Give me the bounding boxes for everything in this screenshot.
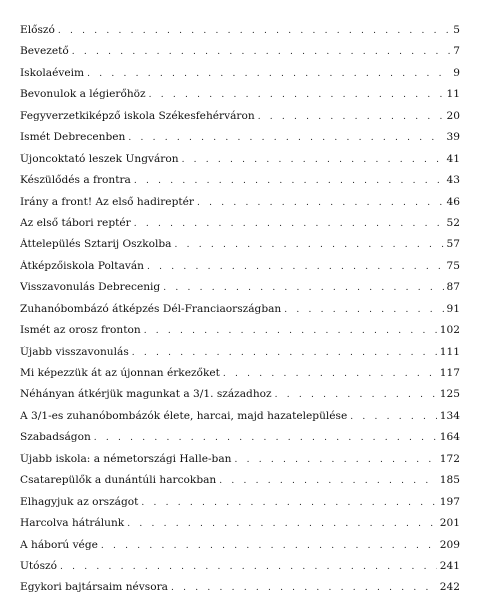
dot-leader	[147, 262, 444, 272]
toc-entry-page-number: 164	[439, 431, 460, 444]
dot-leader	[350, 412, 437, 422]
dot-leader	[58, 26, 450, 36]
toc-entry-title: Néhányan átkérjük magunkat a 3/1. századhoz	[20, 388, 272, 401]
toc-entry-title: Ismét Debrecenben	[20, 131, 126, 144]
toc-entry-page-number: 241	[439, 559, 460, 572]
toc-entry-page-number: 39	[446, 131, 460, 144]
dot-leader	[94, 433, 437, 443]
toc-entry	[20, 88, 460, 109]
dot-leader	[132, 348, 437, 358]
toc-entry-page-number: 43	[446, 174, 460, 187]
toc-entry-page-number: 87	[446, 281, 460, 294]
toc-entry-title: Újoncoktató leszek Ungváron	[20, 152, 179, 165]
toc-entry	[20, 581, 460, 602]
toc-entry-title: Irány a front! Az első hadireptér	[20, 195, 194, 208]
toc-entry-title: Egykori bajtársaim névsora	[20, 581, 168, 594]
dot-leader	[275, 390, 437, 400]
toc-entry-page-number: 242	[439, 581, 460, 594]
toc-entry-page-number: 5	[453, 24, 460, 36]
table-of-contents	[20, 24, 460, 603]
dot-leader	[149, 90, 444, 100]
toc-entry	[20, 517, 460, 538]
dot-leader	[171, 583, 437, 593]
toc-entry	[20, 174, 460, 195]
dot-leader	[144, 326, 437, 336]
dot-leader	[223, 369, 437, 379]
toc-entry-title: Csatarepülők a dunántúli harcokban	[20, 474, 217, 487]
dot-leader	[182, 155, 444, 165]
toc-entry-title: Harcolva hátrálunk	[20, 517, 125, 530]
dot-leader	[163, 283, 443, 293]
toc-entry-page-number: 117	[439, 367, 460, 379]
toc-entry	[20, 539, 460, 560]
dot-leader	[141, 498, 436, 508]
toc-entry-title: Szabadságon	[20, 431, 91, 444]
toc-entry-page-number: 102	[439, 324, 460, 337]
toc-entry-title: Bevonulok a légierőhöz	[20, 88, 146, 101]
dot-leader	[101, 541, 437, 551]
toc-entry-title: Visszavonulás Debrecenig	[20, 281, 161, 294]
toc-entry-page-number: 7	[453, 45, 460, 58]
toc-entry-title: Újabb visszavonulás	[20, 345, 129, 358]
dot-leader	[258, 112, 444, 122]
toc-entry-page-number: 91	[446, 302, 460, 315]
toc-entry-title: Mi képezzük át az újonnan érkezőket	[20, 367, 220, 379]
toc-entry	[20, 303, 460, 324]
toc-entry-page-number: 57	[446, 238, 460, 251]
toc-entry	[20, 431, 460, 452]
toc-entry-page-number: 172	[439, 452, 460, 465]
dot-leader	[128, 133, 443, 143]
toc-entry	[20, 153, 460, 174]
dot-leader	[134, 219, 444, 229]
toc-entry-title: Ismét az orosz fronton	[20, 324, 141, 337]
toc-entry-title: Iskolaéveim	[20, 66, 85, 79]
toc-entry-page-number: 41	[446, 152, 460, 165]
dot-leader	[87, 69, 450, 79]
toc-entry	[20, 560, 460, 581]
toc-entry	[20, 346, 460, 367]
toc-entry-title: Újabb iskola: a németországi Halle-ban	[20, 452, 232, 465]
toc-entry-title: Átképzőiskola Poltaván	[20, 259, 145, 272]
toc-entry-title: Zuhanóbombázó átképzés Dél-Franciaországban	[20, 302, 282, 315]
toc-entry-title: Fegyverzetkiképző iskola Székesfehérváron	[20, 109, 255, 122]
toc-entry-title: Előszó	[20, 24, 55, 36]
toc-entry-page-number: 209	[439, 538, 460, 551]
toc-entry	[20, 367, 460, 388]
dot-leader	[174, 240, 443, 250]
toc-entry	[20, 131, 460, 152]
toc-entry-page-number: 134	[439, 409, 460, 422]
dot-leader	[234, 455, 436, 465]
toc-entry	[20, 45, 460, 66]
toc-entry	[20, 474, 460, 495]
dot-leader	[219, 476, 437, 486]
toc-entry	[20, 453, 460, 474]
toc-entry-page-number: 20	[446, 109, 460, 122]
toc-entry	[20, 217, 460, 238]
toc-entry-title: A 3/1-es zuhanóbombázók élete, harcai, majd hazatelepülése	[20, 409, 348, 422]
toc-entry-title: Bevezető	[20, 45, 69, 58]
toc-entry-page-number: 52	[446, 216, 460, 229]
toc-entry	[20, 496, 460, 517]
toc-entry	[20, 67, 460, 88]
dot-leader	[127, 519, 437, 529]
dot-leader	[60, 562, 437, 572]
dot-leader	[134, 176, 444, 186]
toc-entry-page-number: 201	[439, 517, 460, 530]
toc-entry	[20, 281, 460, 302]
toc-entry	[20, 196, 460, 217]
toc-entry-title: Készülődés a frontra	[20, 174, 131, 187]
toc-entry	[20, 260, 460, 281]
toc-entry	[20, 238, 460, 259]
toc-entry-title: Utószó	[20, 559, 57, 572]
toc-entry-page-number: 197	[439, 495, 460, 508]
dot-leader	[197, 198, 444, 208]
toc-entry-page-number: 11	[446, 88, 460, 101]
toc-entry	[20, 388, 460, 409]
toc-entry-page-number: 125	[439, 388, 460, 401]
toc-entry	[20, 324, 460, 345]
toc-entry	[20, 410, 460, 431]
toc-entry-title: Az első tábori reptér	[20, 216, 131, 229]
toc-entry-page-number: 46	[446, 195, 460, 208]
dot-leader	[284, 305, 443, 315]
toc-entry-title: A háború vége	[20, 538, 98, 551]
toc-entry-title: Áttelepülés Sztarij Oszkolba	[20, 238, 172, 251]
toc-entry	[20, 24, 460, 45]
toc-entry-title: Elhagyjuk az országot	[20, 495, 139, 508]
toc-entry-page-number: 75	[446, 259, 460, 272]
toc-entry-page-number: 111	[439, 345, 460, 358]
toc-entry	[20, 110, 460, 131]
dot-leader	[72, 47, 450, 57]
toc-entry-page-number: 185	[439, 474, 460, 487]
toc-entry-page-number: 9	[453, 66, 460, 79]
